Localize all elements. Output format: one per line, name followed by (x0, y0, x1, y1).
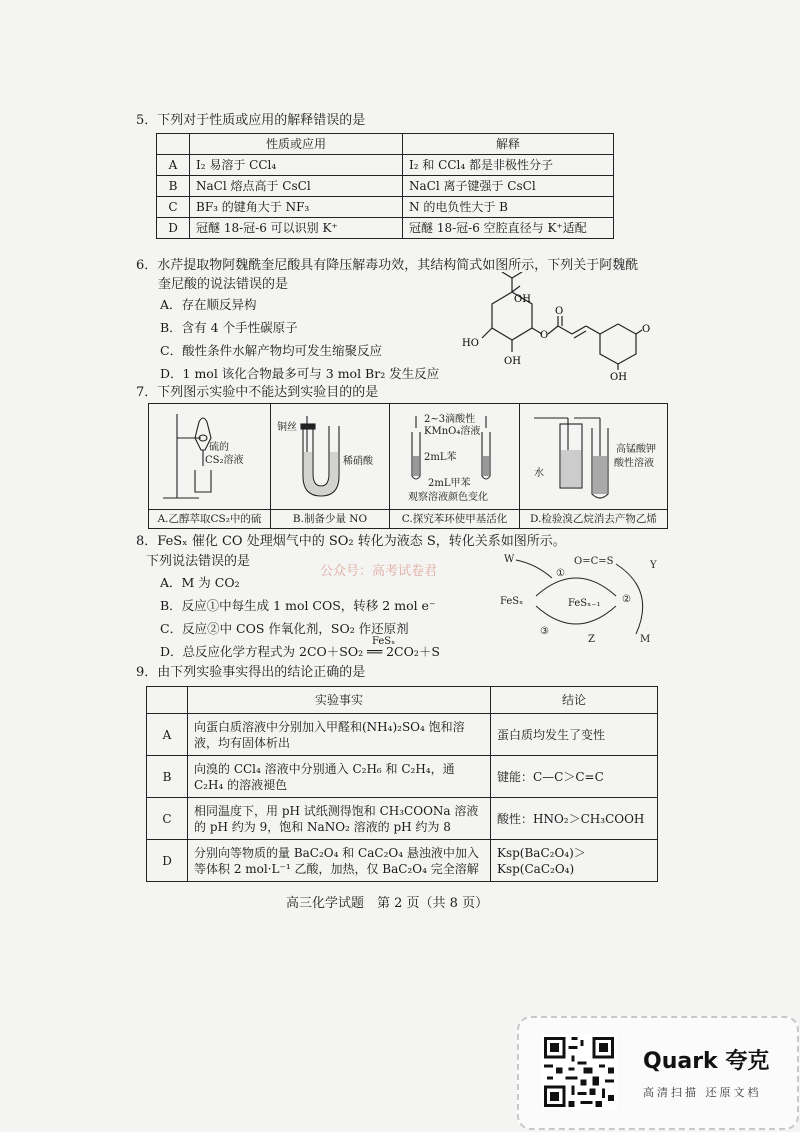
q8-cos-label: O=C=S (574, 556, 614, 567)
q7-panel-d (520, 404, 667, 528)
q7-d-label-2: 高锰酸钾 (616, 444, 656, 455)
table-row (157, 176, 614, 197)
q6-title-line2: 奎尼酸的说法错误的是 (158, 277, 289, 292)
row-fact: 向蛋白质溶液中分别加入甲醛和(NH₄)₂SO₄ 饱和溶液，均有固体析出 (188, 714, 491, 756)
q5-title: 5．下列对于性质或应用的解释错误的是 (136, 113, 366, 128)
table-row (147, 714, 658, 756)
q8-option-c: C．反应②中 COS 作氧化剂，SO₂ 作还原剂 (160, 621, 409, 636)
row-key: C (157, 197, 190, 218)
q8-m-label: M (640, 634, 651, 645)
q7-d-label-3: 酸性溶液 (614, 458, 654, 469)
q7-d-label-1: 水 (534, 468, 544, 479)
q5-header-property: 性质或应用 (190, 134, 403, 155)
row-conclusion: 酸性：HNO₂＞CH₃COOH (491, 798, 658, 840)
q6-title-line1: 6．水芹提取物阿魏酰奎尼酸具有降压解毒功效，其结构简式如图所示，下列关于阿魏酰 (136, 258, 639, 273)
q7-figure-box (148, 403, 668, 529)
q7-panel-b (271, 404, 390, 528)
q5-header-blank (157, 134, 190, 155)
q6-phenol-oh-label: OH (610, 372, 627, 383)
table-row (157, 197, 614, 218)
watermark-text: 公众号：高考试卷君 (320, 564, 438, 579)
row-key: B (147, 756, 188, 798)
q6-carbonyl-o-label: O (555, 306, 564, 317)
q6-ester-o-label: O (540, 330, 549, 341)
q6-methoxy-o-label: O (642, 324, 651, 335)
row-conclusion: Ksp(BaC₂O₄)＞Ksp(CaC₂O₄) (491, 840, 658, 882)
q8-reaction-2-label: ② (622, 594, 631, 605)
q8-fesx1-label: FeSₓ₋₁ (568, 598, 601, 609)
q6-structure-diagram (456, 272, 656, 384)
table-row (147, 840, 658, 882)
row-key: A (147, 714, 188, 756)
q8-option-b: B．反应①中每生成 1 mol COS，转移 2 mol e⁻ (160, 598, 436, 613)
q5-table (156, 133, 614, 239)
row-property: 冠醚 18-冠-6 可以识别 K⁺ (190, 218, 403, 239)
q7-title: 7．下列图示实验中不能达到实验目的的是 (136, 385, 379, 400)
row-key: D (157, 218, 190, 239)
q7-a-label-1: 硫的 (209, 442, 229, 453)
q8-subtitle: 下列说法错误的是 (146, 554, 251, 569)
q6-option-a: A．存在顺反异构 (160, 297, 257, 312)
q5-header-explain: 解释 (403, 134, 614, 155)
row-explain: I₂ 和 CCl₄ 都是非极性分子 (403, 155, 614, 176)
q6-ho-label: HO (462, 338, 479, 349)
q9-header-blank (147, 687, 188, 714)
q8-option-a: A．M 为 CO₂ (160, 575, 240, 590)
q7-b-label-2: 稀硝酸 (343, 456, 373, 467)
row-fact: 分别向等物质的量 BaC₂O₄ 和 CaC₂O₄ 悬浊液中加入等体积 2 mol·L⁻¹ 乙酸，加热，仅 BaC₂O₄ 完全溶解 (188, 840, 491, 882)
table-row (157, 155, 614, 176)
q8-cycle-diagram (496, 550, 666, 650)
row-conclusion: 蛋白质均发生了变性 (491, 714, 658, 756)
q7-panel-a (149, 404, 271, 528)
q7-panel-c (390, 404, 520, 528)
quark-slogan: 高清扫描 还原文档 (643, 1086, 762, 1099)
q6-option-b: B．含有 4 个手性碳原子 (160, 320, 298, 335)
q7-caption-a: A.乙醇萃取CS₂中的硫 (149, 509, 270, 528)
q9-table (146, 686, 658, 882)
page-footer: 高三化学试题 第 2 页（共 8 页） (286, 896, 489, 911)
q6-oh-label: OH (514, 294, 531, 305)
q8-w-label: W (504, 554, 515, 565)
row-key: A (157, 155, 190, 176)
q9-header-fact: 实验事实 (188, 687, 491, 714)
q7-c-label-2: KMnO₄溶液 (424, 426, 481, 437)
q6-oh-bottom-label: OH (504, 356, 521, 367)
q7-b-label-1: 铜丝 (277, 422, 297, 433)
q7-a-label-2: CS₂溶液 (205, 455, 244, 466)
row-explain: N 的电负性大于 B (403, 197, 614, 218)
row-property: I₂ 易溶于 CCl₄ (190, 155, 403, 176)
q7-caption-b: B.制备少量 NO (271, 509, 389, 528)
q8-catalyst-label: FeSₓ (372, 636, 396, 647)
row-key: D (147, 840, 188, 882)
row-explain: 冠醚 18-冠-6 空腔直径与 K⁺适配 (403, 218, 614, 239)
q8-y-label: Y (650, 560, 657, 571)
q8-option-d: D．总反应化学方程式为 2CO＋SO₂ ══ 2CO₂＋S (160, 644, 440, 659)
quark-scan-card (517, 1016, 799, 1130)
q7-c-label-1: 2~3滴酸性 (424, 414, 476, 425)
q8-reaction-1-label: ① (556, 568, 565, 579)
table-row (147, 798, 658, 840)
q7-c-label-4: 2mL甲苯 (428, 478, 471, 489)
row-property: BF₃ 的键角大于 NF₃ (190, 197, 403, 218)
table-row (157, 218, 614, 239)
q7-caption-c: C.探究苯环使甲基活化 (390, 509, 519, 528)
q6-option-c: C．酸性条件水解产物均可发生缩聚反应 (160, 343, 383, 358)
q7-c-label-3: 2mL苯 (424, 452, 457, 463)
q9-header-conclusion: 结论 (491, 687, 658, 714)
q6-option-d: D．1 mol 该化合物最多可与 3 mol Br₂ 发生反应 (160, 366, 440, 381)
row-property: NaCl 熔点高于 CsCl (190, 176, 403, 197)
q7-c-label-5: 观察溶液颜色变化 (408, 492, 488, 503)
quark-brand: Quark 夸克 (643, 1049, 770, 1074)
qr-code-icon[interactable] (541, 1034, 617, 1110)
q8-title: 8．FeSₓ 催化 CO 处理烟气中的 SO₂ 转化为液态 S，转化关系如图所示。 (136, 534, 566, 549)
q8-reaction-3-label: ③ (540, 626, 549, 637)
q9-title: 9．由下列实验事实得出的结论正确的是 (136, 665, 366, 680)
table-row (147, 756, 658, 798)
row-fact: 相同温度下，用 pH 试纸测得饱和 CH₃COONa 溶液的 pH 约为 9，饱和 NaNO₂ 溶液的 pH 约为 8 (188, 798, 491, 840)
q8-z-label: Z (588, 634, 595, 645)
row-explain: NaCl 离子键强于 CsCl (403, 176, 614, 197)
row-key: C (147, 798, 188, 840)
row-conclusion: 键能：C—C＞C=C (491, 756, 658, 798)
q8-fesx-label: FeSₓ (500, 596, 524, 607)
q7-caption-d: D.检验溴乙烷消去产物乙烯 (520, 509, 667, 528)
row-key: B (157, 176, 190, 197)
row-fact: 向溴的 CCl₄ 溶液中分别通入 C₂H₆ 和 C₂H₄，通 C₂H₄ 的溶液褪色 (188, 756, 491, 798)
